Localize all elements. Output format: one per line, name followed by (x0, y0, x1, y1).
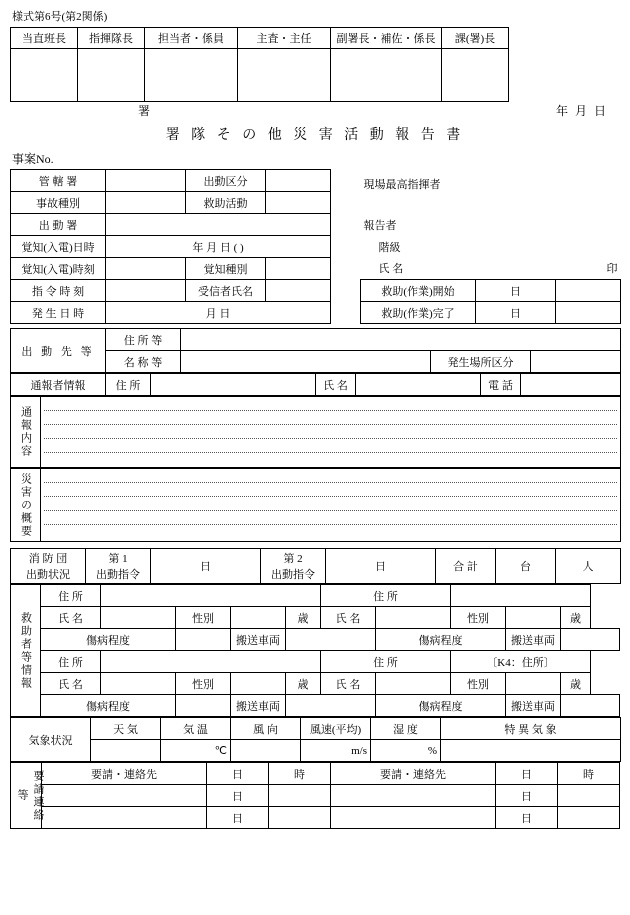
label-dest-address: 住 所 等 (106, 329, 181, 351)
field-caller-name[interactable] (356, 374, 481, 396)
field-rescued-4-name[interactable] (376, 673, 451, 695)
label-receiver-name: 受信者氏名 (186, 280, 266, 302)
label-disaster-summary (11, 469, 41, 542)
label-rescued-1-address: 住 所 (41, 585, 101, 607)
label-order-time: 指 令 時 刻 (11, 280, 106, 302)
field-rescue-end-time[interactable] (556, 302, 621, 324)
label-request (11, 763, 42, 829)
label-weather-windspeed: 風速(平均) (301, 718, 371, 740)
report-line-4[interactable] (44, 439, 617, 453)
field-rescued-1-age[interactable]: 歳 (286, 607, 321, 629)
disaster-line-4[interactable] (44, 511, 617, 525)
label-rescued-4-name: 氏 名 (321, 673, 376, 695)
field-notify-type[interactable] (266, 258, 331, 280)
field-request-1c-day[interactable]: 日 (207, 807, 269, 829)
row-accident-type (11, 192, 621, 214)
row-notify-datetime (11, 236, 621, 258)
label-rescued-1-name: 氏 名 (41, 607, 101, 629)
request-table (10, 762, 620, 829)
label-rescued-3-gender: 性別 (176, 673, 231, 695)
label-rescued-2-injury: 傷病程度 (376, 629, 506, 651)
weather-table (10, 717, 621, 762)
disaster-line-2[interactable] (44, 483, 617, 497)
field-request-contact-2c[interactable] (330, 807, 495, 829)
field-request-2-time[interactable]: 時 (558, 763, 620, 785)
sho-label: 署 (138, 104, 151, 118)
label-weather-winddir: 風 向 (231, 718, 301, 740)
row-rescued-name-2 (11, 673, 620, 695)
label-dispatch-station: 出 動 署 (11, 214, 106, 236)
field-request-2b-time[interactable] (558, 785, 620, 807)
request-label-text: 要請連絡等 (16, 769, 44, 822)
label-caller-phone: 電 話 (481, 374, 521, 396)
field-total-persons[interactable]: 人 (556, 549, 621, 584)
field-rescued-4-age[interactable]: 歳 (561, 673, 591, 695)
field-rescued-2-gender[interactable] (506, 607, 561, 629)
label-request-contact-2: 要請・連絡先 (330, 763, 495, 785)
commander-input-2[interactable] (556, 192, 621, 214)
label-rescue-start: 救助(作業)開始 (361, 280, 476, 302)
row-rescued-address-2 (11, 651, 620, 673)
field-rescued-4-gender[interactable] (506, 673, 561, 695)
gap-6 (331, 236, 361, 258)
field-rescued-1-name[interactable] (101, 607, 176, 629)
field-caller-phone[interactable] (521, 374, 621, 396)
approval-field-4[interactable] (331, 49, 442, 102)
gap-3 (556, 170, 621, 192)
rescued-table (10, 584, 620, 717)
fire-brigade-label-2: 出動状況 (26, 569, 70, 581)
label-fire-brigade (11, 549, 86, 584)
label-rescued (11, 585, 41, 717)
field-rescued-3-address[interactable] (101, 651, 321, 673)
label-weather-temp: 気 温 (161, 718, 231, 740)
page-title: 署 隊 そ の 他 災 害 活 動 報 告 書 (165, 128, 465, 143)
approval-field-2[interactable] (145, 49, 238, 102)
approval-header-row (11, 28, 620, 49)
field-weather-sky[interactable] (91, 740, 161, 762)
gap-2 (476, 170, 556, 192)
row-weather-headers (11, 718, 621, 740)
field-dest-address[interactable] (181, 329, 621, 351)
approval-field-3[interactable] (238, 49, 331, 102)
label-rescued-2-transport: 搬送車両 (506, 629, 561, 651)
field-rescued-4-transport[interactable] (561, 695, 620, 717)
seal-label: 印 (606, 263, 618, 276)
row-rescued-injury-2 (11, 695, 620, 717)
field-occur-datetime[interactable]: 月 日 (106, 302, 331, 324)
field-weather-temp[interactable]: ℃ (161, 740, 231, 762)
gap-1 (331, 170, 361, 192)
disaster-line-5[interactable] (44, 525, 617, 538)
field-request-1c-time[interactable] (269, 807, 331, 829)
label-rescued-4-transport: 搬送車両 (506, 695, 561, 717)
label-rescue-activity: 救助活動 (186, 192, 266, 214)
fire-brigade-table (10, 548, 621, 584)
label-occur-datetime: 発 生 日 時 (11, 302, 106, 324)
row-caller (11, 374, 621, 396)
field-request-2c-day[interactable]: 日 (496, 807, 558, 829)
field-rescued-2-transport[interactable] (561, 629, 620, 651)
approval-spacer-2 (509, 49, 620, 102)
field-rescued-3-injury[interactable] (176, 695, 231, 717)
field-request-1-day[interactable]: 日 (207, 763, 269, 785)
row-request-3 (11, 807, 620, 829)
field-weather-winddir[interactable] (231, 740, 301, 762)
field-weather-windspeed[interactable]: m/s (301, 740, 371, 762)
label-dest-name: 名 称 等 (106, 351, 181, 373)
sho-date-line (10, 102, 620, 120)
report-line-2[interactable] (44, 411, 617, 425)
label-dispatch-dest: 出 動 先 等 (11, 329, 106, 373)
reporter-gap (476, 214, 556, 236)
fire-brigade-label-1: 消 防 団 (28, 553, 68, 565)
row-fire-brigade (11, 549, 621, 584)
row-disaster-summary (11, 469, 621, 542)
label-rescue-end: 救助(作業)完了 (361, 302, 476, 324)
gap-9 (331, 302, 361, 324)
name-label: 氏 名 (378, 263, 404, 276)
name-field[interactable] (476, 258, 556, 280)
field-weather-special[interactable] (441, 740, 621, 762)
field-request-2c-time[interactable] (558, 807, 620, 829)
approval-col-2: 担当者・係員 (145, 28, 238, 49)
label-rescued-2-name: 氏 名 (321, 607, 376, 629)
field-total-vehicles[interactable]: 台 (496, 549, 556, 584)
approval-field-0[interactable] (11, 49, 78, 102)
label-rescued-2-gender: 性別 (451, 607, 506, 629)
label-weather-humidity: 湿 度 (371, 718, 441, 740)
field-notify-datetime[interactable]: 年 月 日 ( ) (106, 236, 331, 258)
document-date: 年 月 日 (555, 104, 608, 118)
field-rescued-1-address[interactable] (101, 585, 321, 607)
approval-table (10, 27, 620, 102)
rescued-label-text: 救助者等情報 (19, 611, 32, 690)
field-rescued-2-age[interactable]: 歳 (561, 607, 591, 629)
commander-input[interactable] (476, 192, 556, 214)
label-accident-type: 事故種別 (11, 192, 106, 214)
field-rescue-end-day[interactable]: 日 (476, 302, 556, 324)
field-order-2[interactable]: 日 (326, 549, 436, 584)
approval-field-1[interactable] (78, 49, 145, 102)
label-rescued-4-injury: 傷病程度 (376, 695, 506, 717)
row-notify-time (11, 258, 621, 280)
label-order-1 (86, 549, 151, 584)
report-line-3[interactable] (44, 425, 617, 439)
report-line-5[interactable] (44, 453, 617, 466)
disaster-line-1[interactable] (44, 469, 617, 483)
label-place-type: 発生場所区分 (431, 351, 531, 373)
field-receiver-name[interactable] (266, 280, 331, 302)
commander-label: 現場最高指揮者 (363, 178, 441, 191)
row-kankatsu (11, 170, 621, 192)
approval-spacer (509, 28, 620, 49)
label-request-contact-1: 要請・連絡先 (41, 763, 206, 785)
rank-field-2[interactable] (556, 236, 621, 258)
label-weather-special: 特 異 気 象 (441, 718, 621, 740)
order-1-line-2: 出動指令 (96, 569, 140, 581)
label-rescued-3-transport: 搬送車両 (231, 695, 286, 717)
label-rescued-4-address: 住 所 (321, 651, 451, 673)
label-rescued-4-gender: 性別 (451, 673, 506, 695)
rank-label: 階級 (378, 241, 401, 254)
field-rescued-2-address[interactable] (451, 585, 591, 607)
disaster-line-3[interactable] (44, 497, 617, 511)
label-rescued-3-name: 氏 名 (41, 673, 101, 695)
field-request-contact-1b[interactable] (41, 785, 206, 807)
row-order-time (11, 280, 621, 302)
row-dest-address (11, 329, 621, 351)
field-weather-humidity[interactable]: % (371, 740, 441, 762)
approval-col-3: 主査・主任 (238, 28, 331, 49)
field-report-content[interactable] (41, 397, 621, 468)
field-request-1-time[interactable]: 時 (269, 763, 331, 785)
field-rescued-3-name[interactable] (101, 673, 176, 695)
label-dispatch-class: 出動区分 (186, 170, 266, 192)
label-report-content (11, 397, 41, 468)
form-number: 様式第6号(第2関係) (12, 11, 108, 23)
approval-col-4: 副署長・補佐・係長 (331, 28, 442, 49)
label-rescued-1-gender: 性別 (176, 607, 231, 629)
field-rescued-1-transport[interactable] (286, 629, 376, 651)
label-rescued-1-injury: 傷病程度 (41, 629, 176, 651)
label-notify-time: 覚知(入電)時刻 (11, 258, 106, 280)
label-rescued-1-transport: 搬送車両 (231, 629, 286, 651)
label-rescued-3-injury: 傷病程度 (41, 695, 176, 717)
row-rescued-name-1 (11, 607, 620, 629)
order-2-line-1: 第 2 (283, 553, 303, 565)
field-accident-type[interactable] (106, 192, 186, 214)
field-rescue-start-time[interactable] (556, 280, 621, 302)
approval-body-row (11, 49, 620, 102)
field-disaster-summary[interactable] (41, 469, 621, 542)
report-content-label-text: 通報内容 (19, 406, 32, 458)
field-request-1b-day[interactable]: 日 (207, 785, 269, 807)
rank-field[interactable] (476, 236, 556, 258)
field-dispatch-station[interactable] (106, 214, 331, 236)
field-notify-time[interactable] (106, 258, 186, 280)
row-dispatch-station (11, 214, 621, 236)
approval-col-5: 課(署)長 (442, 28, 509, 49)
label-total: 合 計 (436, 549, 496, 584)
caller-table (10, 373, 621, 396)
row-rescued-address-1 (11, 585, 620, 607)
order-2-line-2: 出動指令 (271, 569, 315, 581)
report-content-table (10, 396, 621, 468)
label-notify-datetime: 覚知(入電)日時 (11, 236, 106, 258)
gap-8 (331, 280, 361, 302)
row-occur-datetime (11, 302, 621, 324)
label-notify-type: 覚知種別 (186, 258, 266, 280)
field-order-time[interactable] (106, 280, 186, 302)
field-dispatch-class[interactable] (266, 170, 331, 192)
field-rescued-1-injury[interactable] (176, 629, 231, 651)
field-rescue-activity[interactable] (266, 192, 331, 214)
report-line-1[interactable] (44, 397, 617, 411)
reporter-gap-2 (556, 214, 621, 236)
label-rescued-3-address: 住 所 (41, 651, 101, 673)
field-order-1[interactable]: 日 (151, 549, 261, 584)
label-kankatsu: 管 轄 署 (11, 170, 106, 192)
field-rescued-1-gender[interactable] (231, 607, 286, 629)
label-rescued-2-address: 住 所 (321, 585, 451, 607)
gap-4 (331, 192, 361, 214)
order-1-line-1: 第 1 (108, 553, 128, 565)
field-request-contact-2b[interactable] (330, 785, 495, 807)
field-rescued-3-age[interactable]: 歳 (286, 673, 321, 695)
row-report-content (11, 397, 621, 468)
field-request-2b-day[interactable]: 日 (496, 785, 558, 807)
approval-col-0: 当直班長 (11, 28, 78, 49)
gap-5 (331, 214, 361, 236)
rescued-note: 〔K4：住所〕 (451, 651, 591, 673)
row-request-header (11, 763, 620, 785)
approval-col-1: 指揮隊長 (78, 28, 145, 49)
gap-7 (331, 258, 361, 280)
row-request-2 (11, 785, 620, 807)
field-request-contact-1c[interactable] (41, 807, 206, 829)
reporter-label: 報告者 (363, 219, 397, 232)
field-dest-name[interactable] (181, 351, 431, 373)
row-rescued-injury-1 (11, 629, 620, 651)
field-caller-address[interactable] (151, 374, 316, 396)
dispatch-dest-table (10, 328, 621, 373)
approval-field-5[interactable] (442, 49, 509, 102)
field-rescued-3-gender[interactable] (231, 673, 286, 695)
disaster-summary-table (10, 468, 621, 542)
field-request-1b-time[interactable] (269, 785, 331, 807)
field-request-2-day[interactable]: 日 (496, 763, 558, 785)
label-weather: 気象状況 (11, 718, 91, 762)
field-rescue-start-day[interactable]: 日 (476, 280, 556, 302)
case-no-label: 事案No. (12, 152, 54, 166)
label-caller-address: 住 所 (106, 374, 151, 396)
field-kankatsu[interactable] (106, 170, 186, 192)
label-caller-name: 氏 名 (316, 374, 356, 396)
disaster-summary-label-text: 災害の概要 (19, 472, 32, 538)
label-order-2 (261, 549, 326, 584)
upper-grid (10, 169, 621, 324)
field-rescued-3-transport[interactable] (286, 695, 376, 717)
label-caller: 通報者情報 (11, 374, 106, 396)
label-weather-sky: 天 気 (91, 718, 161, 740)
row-weather-values (11, 740, 621, 762)
field-place-type[interactable] (531, 351, 621, 373)
field-rescued-2-name[interactable] (376, 607, 451, 629)
